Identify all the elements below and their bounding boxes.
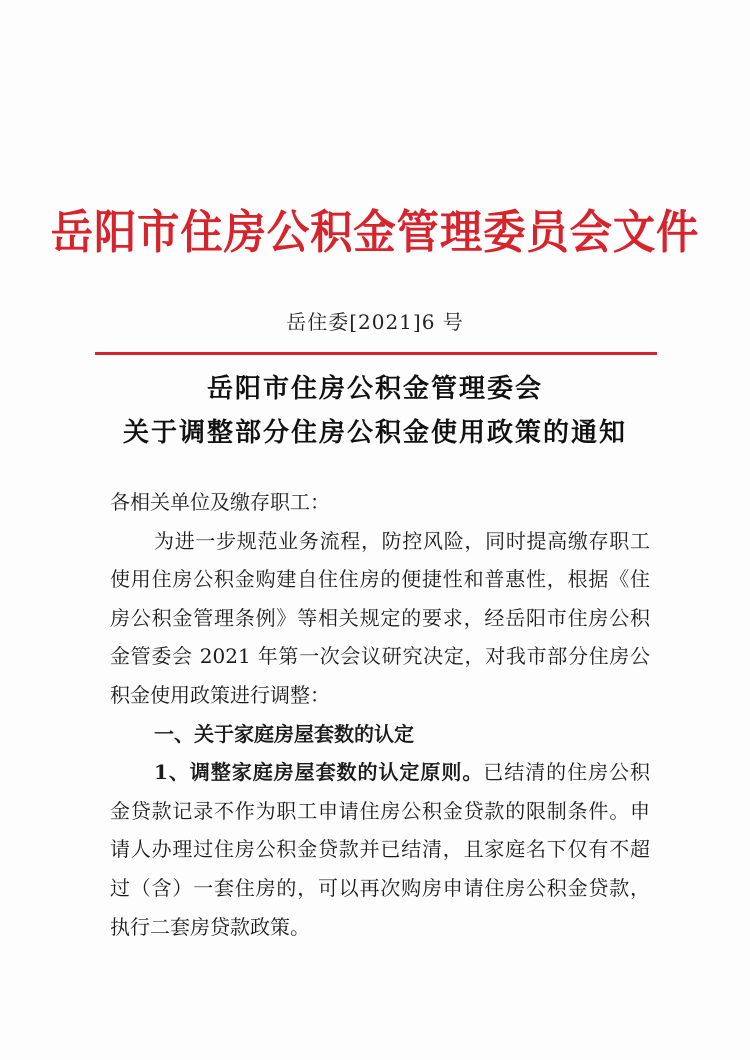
paragraph-line: 金贷款记录不作为职工申请住房公积金贷款的限制条件。申 bbox=[110, 798, 650, 823]
paragraph-line: 金管委会 2021 年第一次会议研究决定，对我市部分住房公 bbox=[110, 644, 650, 669]
paragraph-line: 请人办理过住房公积金贷款并已结清，且家庭名下仅有不超 bbox=[110, 837, 650, 862]
paragraph-line: 过（含）一套住房的，可以再次购房申请住房公积金贷款， bbox=[110, 875, 650, 900]
item-lead: 1、调整家庭房屋套数的认定原则。 bbox=[154, 760, 484, 785]
paragraph-line: 积金使用政策进行调整： bbox=[110, 682, 330, 707]
notice-title-line-1: 岳阳市住房公积金管理委会 bbox=[206, 374, 543, 404]
paragraph-line: 使用住房公积金购建自住住房的便捷性和普惠性，根据《住 bbox=[110, 567, 650, 592]
document-number: 岳住委[2021]6 号 bbox=[286, 310, 464, 334]
item-line bbox=[110, 753, 650, 792]
section-heading: 一、关于家庭房屋套数的认定 bbox=[154, 721, 414, 746]
paragraph-line: 执行二套房贷款政策。 bbox=[110, 914, 310, 939]
notice-title-line-2: 关于调整部分住房公积金使用政策的通知 bbox=[122, 418, 627, 448]
salutation: 各相关单位及缴存职工： bbox=[110, 490, 330, 514]
item-rest: 已结清的住房公积 bbox=[483, 760, 651, 785]
paragraph-line: 房公积金管理条例》等相关规定的要求，经岳阳市住房公积 bbox=[110, 605, 650, 630]
org-header-title: 岳阳市住房公积金管理委员会文件 bbox=[50, 205, 700, 259]
paragraph-line: 为进一步规范业务流程，防控风险，同时提高缴存职工 bbox=[154, 528, 650, 553]
red-divider-rule bbox=[95, 352, 657, 355]
notice-body bbox=[110, 483, 650, 946]
